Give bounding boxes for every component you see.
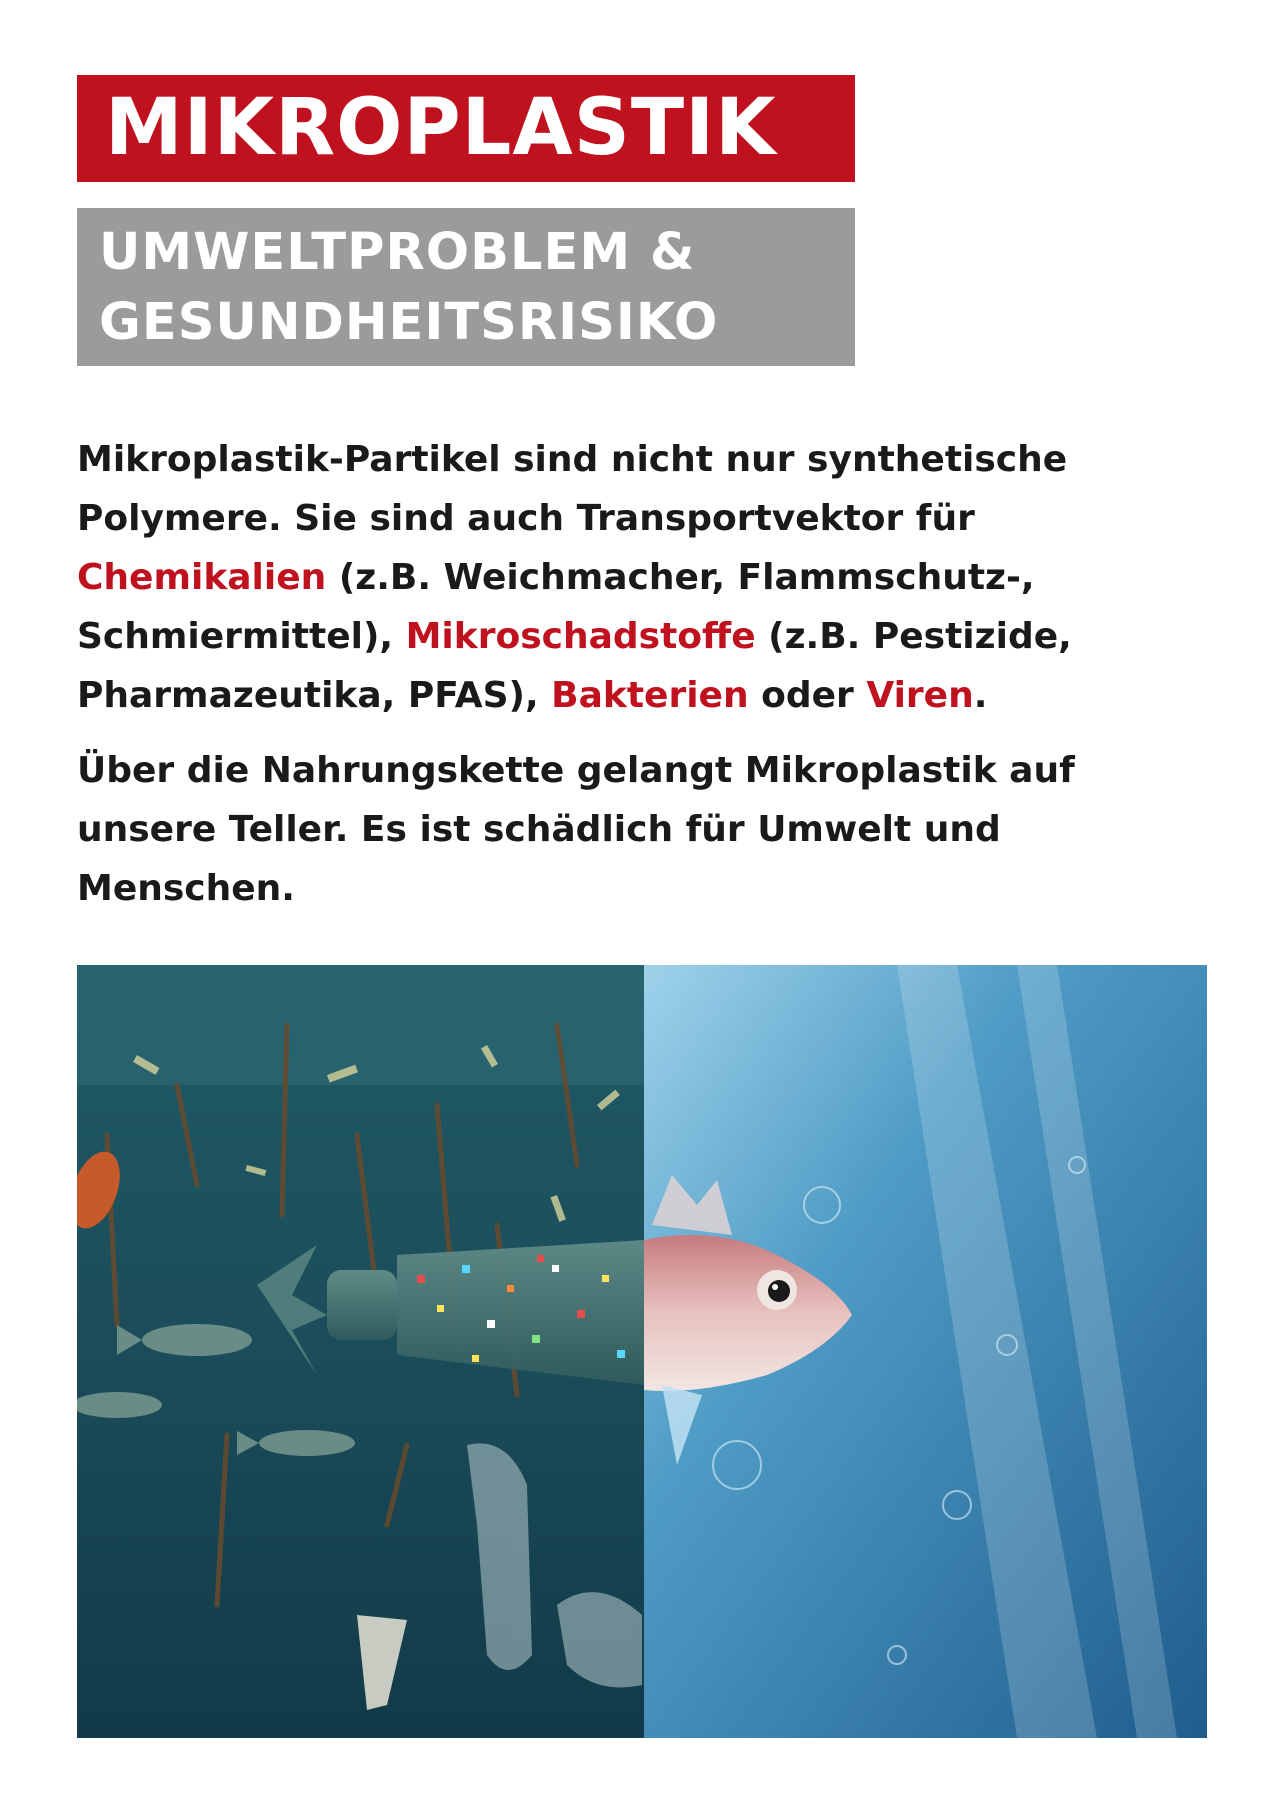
paragraph-1-text: Mikroplastik-Partikel sind nicht nur synthetische Polymere. Sie sind auch Transportvektor für [77, 439, 1068, 539]
fish-plastic-photo [77, 965, 1207, 1738]
paragraph-1-text: oder [748, 675, 867, 716]
paragraph-1 [77, 430, 1207, 725]
body-text [77, 430, 1207, 934]
paragraph-2: Über die Nahrungskette gelangt Mikroplastik auf unsere Teller. Es ist schädlich für Umwelt und Menschen. [77, 750, 1075, 909]
highlight-chemikalien: Chemikalien [77, 557, 327, 598]
highlight-viren: Viren [866, 675, 974, 716]
highlight-bakterien: Bakterien [551, 675, 749, 716]
subtitle-line-1: UMWELTPROBLEM & [99, 223, 696, 282]
paragraph-1-text: (z.B. Pestizide, Pharmazeutika, PFAS), [77, 616, 1072, 716]
highlight-mikroschadstoffe: Mikroschadstoffe [405, 616, 756, 657]
fish-plastic-illustration [77, 965, 1207, 1738]
subtitle [77, 208, 855, 366]
subtitle-line-2: GESUNDHEITSRISIKO [99, 293, 719, 352]
paragraph-1-text: . [973, 675, 988, 716]
paragraph-1-text: (z.B. Weichmacher, Flammschutz-, Schmiermittel), [77, 557, 1035, 657]
main-title: MIKROPLASTIK [77, 75, 855, 182]
